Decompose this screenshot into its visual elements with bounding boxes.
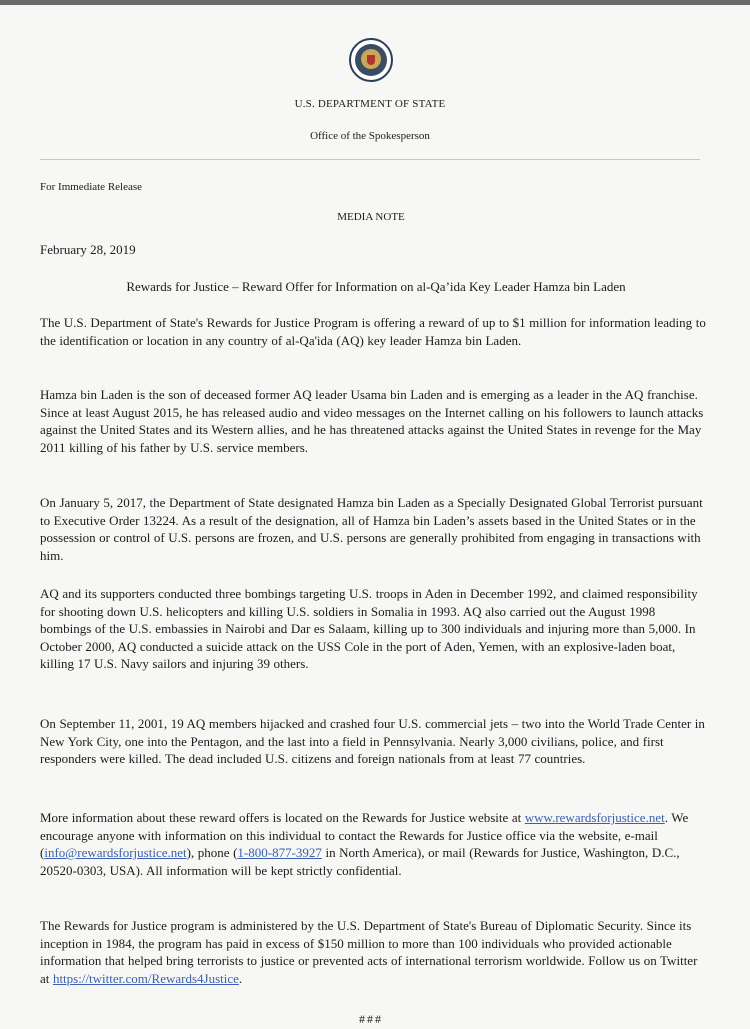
state-department-seal-icon — [349, 38, 393, 82]
department-heading: U.S. DEPARTMENT OF STATE — [294, 98, 446, 110]
document-title: Rewards for Justice – Reward Offer for Information on al-Qa’ida Key Leader Hamza bin Laden — [126, 279, 626, 294]
release-date: February 28, 2019 — [40, 242, 136, 257]
end-mark: ### — [359, 1012, 383, 1026]
twitter-link[interactable]: https://twitter.com/Rewards4Justice — [52, 970, 239, 986]
paragraph-background: Hamza bin Laden is the son of deceased former AQ leader Usama bin Laden and is emerging as a leader in the AQ franchise. Since at least August 2015, he has released audio and video messages on the Internet calling on his followers to launch attacks against the United States and its Western allies, and he has threatened attacks against the United States in revenge for the May 2011 killing of his father by U.S. service members. — [40, 387, 704, 455]
header-divider — [40, 159, 700, 160]
office-heading: Office of the Spokesperson — [310, 130, 430, 142]
phone-link[interactable]: 1-800-877-3927 — [237, 845, 322, 860]
program-text-1: The Rewards for Justice program is administered by the U.S. Department of State's Bureau of Diplomatic Security. Since its inception in 1984, the program has paid in excess of $150 million to more than 100 individuals who provided actionable information that helped bring terrorists to justice or prevented acts of international terrorism worldwide. Follow us on Twitter at — [40, 918, 698, 986]
contact-text-1: More information about these reward offers is located on the Rewards for Justice website at — [40, 810, 525, 825]
paragraph-attacks: AQ and its supporters conducted three bombings targeting U.S. troops in Aden in December 1992, and claimed responsibility for shooting down U.S. helicopters and killing U.S. soldiers in Somalia in 1993. AQ also carried out the August 1998 bombings of the U.S. embassies in Nairobi and Dar es Salaam, killing up to 300 individuals and injuring more than 5,000. In October 2000, AQ conducted a suicide attack on the USS Cole in the port of Aden, Yemen, with an explosive-laden boat, killing 17 U.S. Navy sailors and injuring 39 others. — [40, 586, 698, 671]
website-link[interactable]: www.rewardsforjustice.net — [524, 810, 665, 825]
paragraph-september-11: On September 11, 2001, 19 AQ members hijacked and crashed four U.S. commercial jets – two into the World Trade Center in New York City, one into the Pentagon, and the last into a field in Pennsylvania. Nearly 3,000 civilians, police, and first responders were killed. The dead included U.S. citizens and foreign nationals from at least 77 countries. — [40, 716, 705, 766]
media-note-label: MEDIA NOTE — [337, 211, 405, 223]
contact-text-2: . We encourage anyone with information on this individual to contact the Rewards for Justice office via the website, e-mail ( — [40, 810, 689, 860]
paragraph-reward-offer: The U.S. Department of State's Rewards for Justice Program is offering a reward of up to $1 million for information leading to the identification or location in any country of al-Qa'ida (AQ) key leader Hamza bin Laden. — [40, 315, 706, 348]
email-link[interactable]: info@rewardsforjustice.net — [44, 845, 187, 860]
program-text-2: . — [238, 970, 243, 986]
paragraph-designation: On January 5, 2017, the Department of State designated Hamza bin Laden as a Specially Designated Global Terrorist pursuant to Executive Order 13224. As a result of the designation, all of Hamza bin Laden’s assets based in the United States or in the possession or control of U.S. persons are frozen, and U.S. persons are generally prohibited from engaging in transactions with him. — [40, 495, 703, 563]
seal-shield — [367, 55, 375, 65]
release-label: For Immediate Release — [40, 181, 143, 193]
paragraph-contact-info — [40, 809, 708, 879]
contact-text-4: in North America), or mail (Rewards for Justice, Washington, D.C., 20520-0303, USA). All information will be kept strictly confidential. — [40, 845, 680, 878]
paragraph-program-info — [40, 917, 708, 987]
contact-text-3: ), phone ( — [186, 845, 238, 860]
